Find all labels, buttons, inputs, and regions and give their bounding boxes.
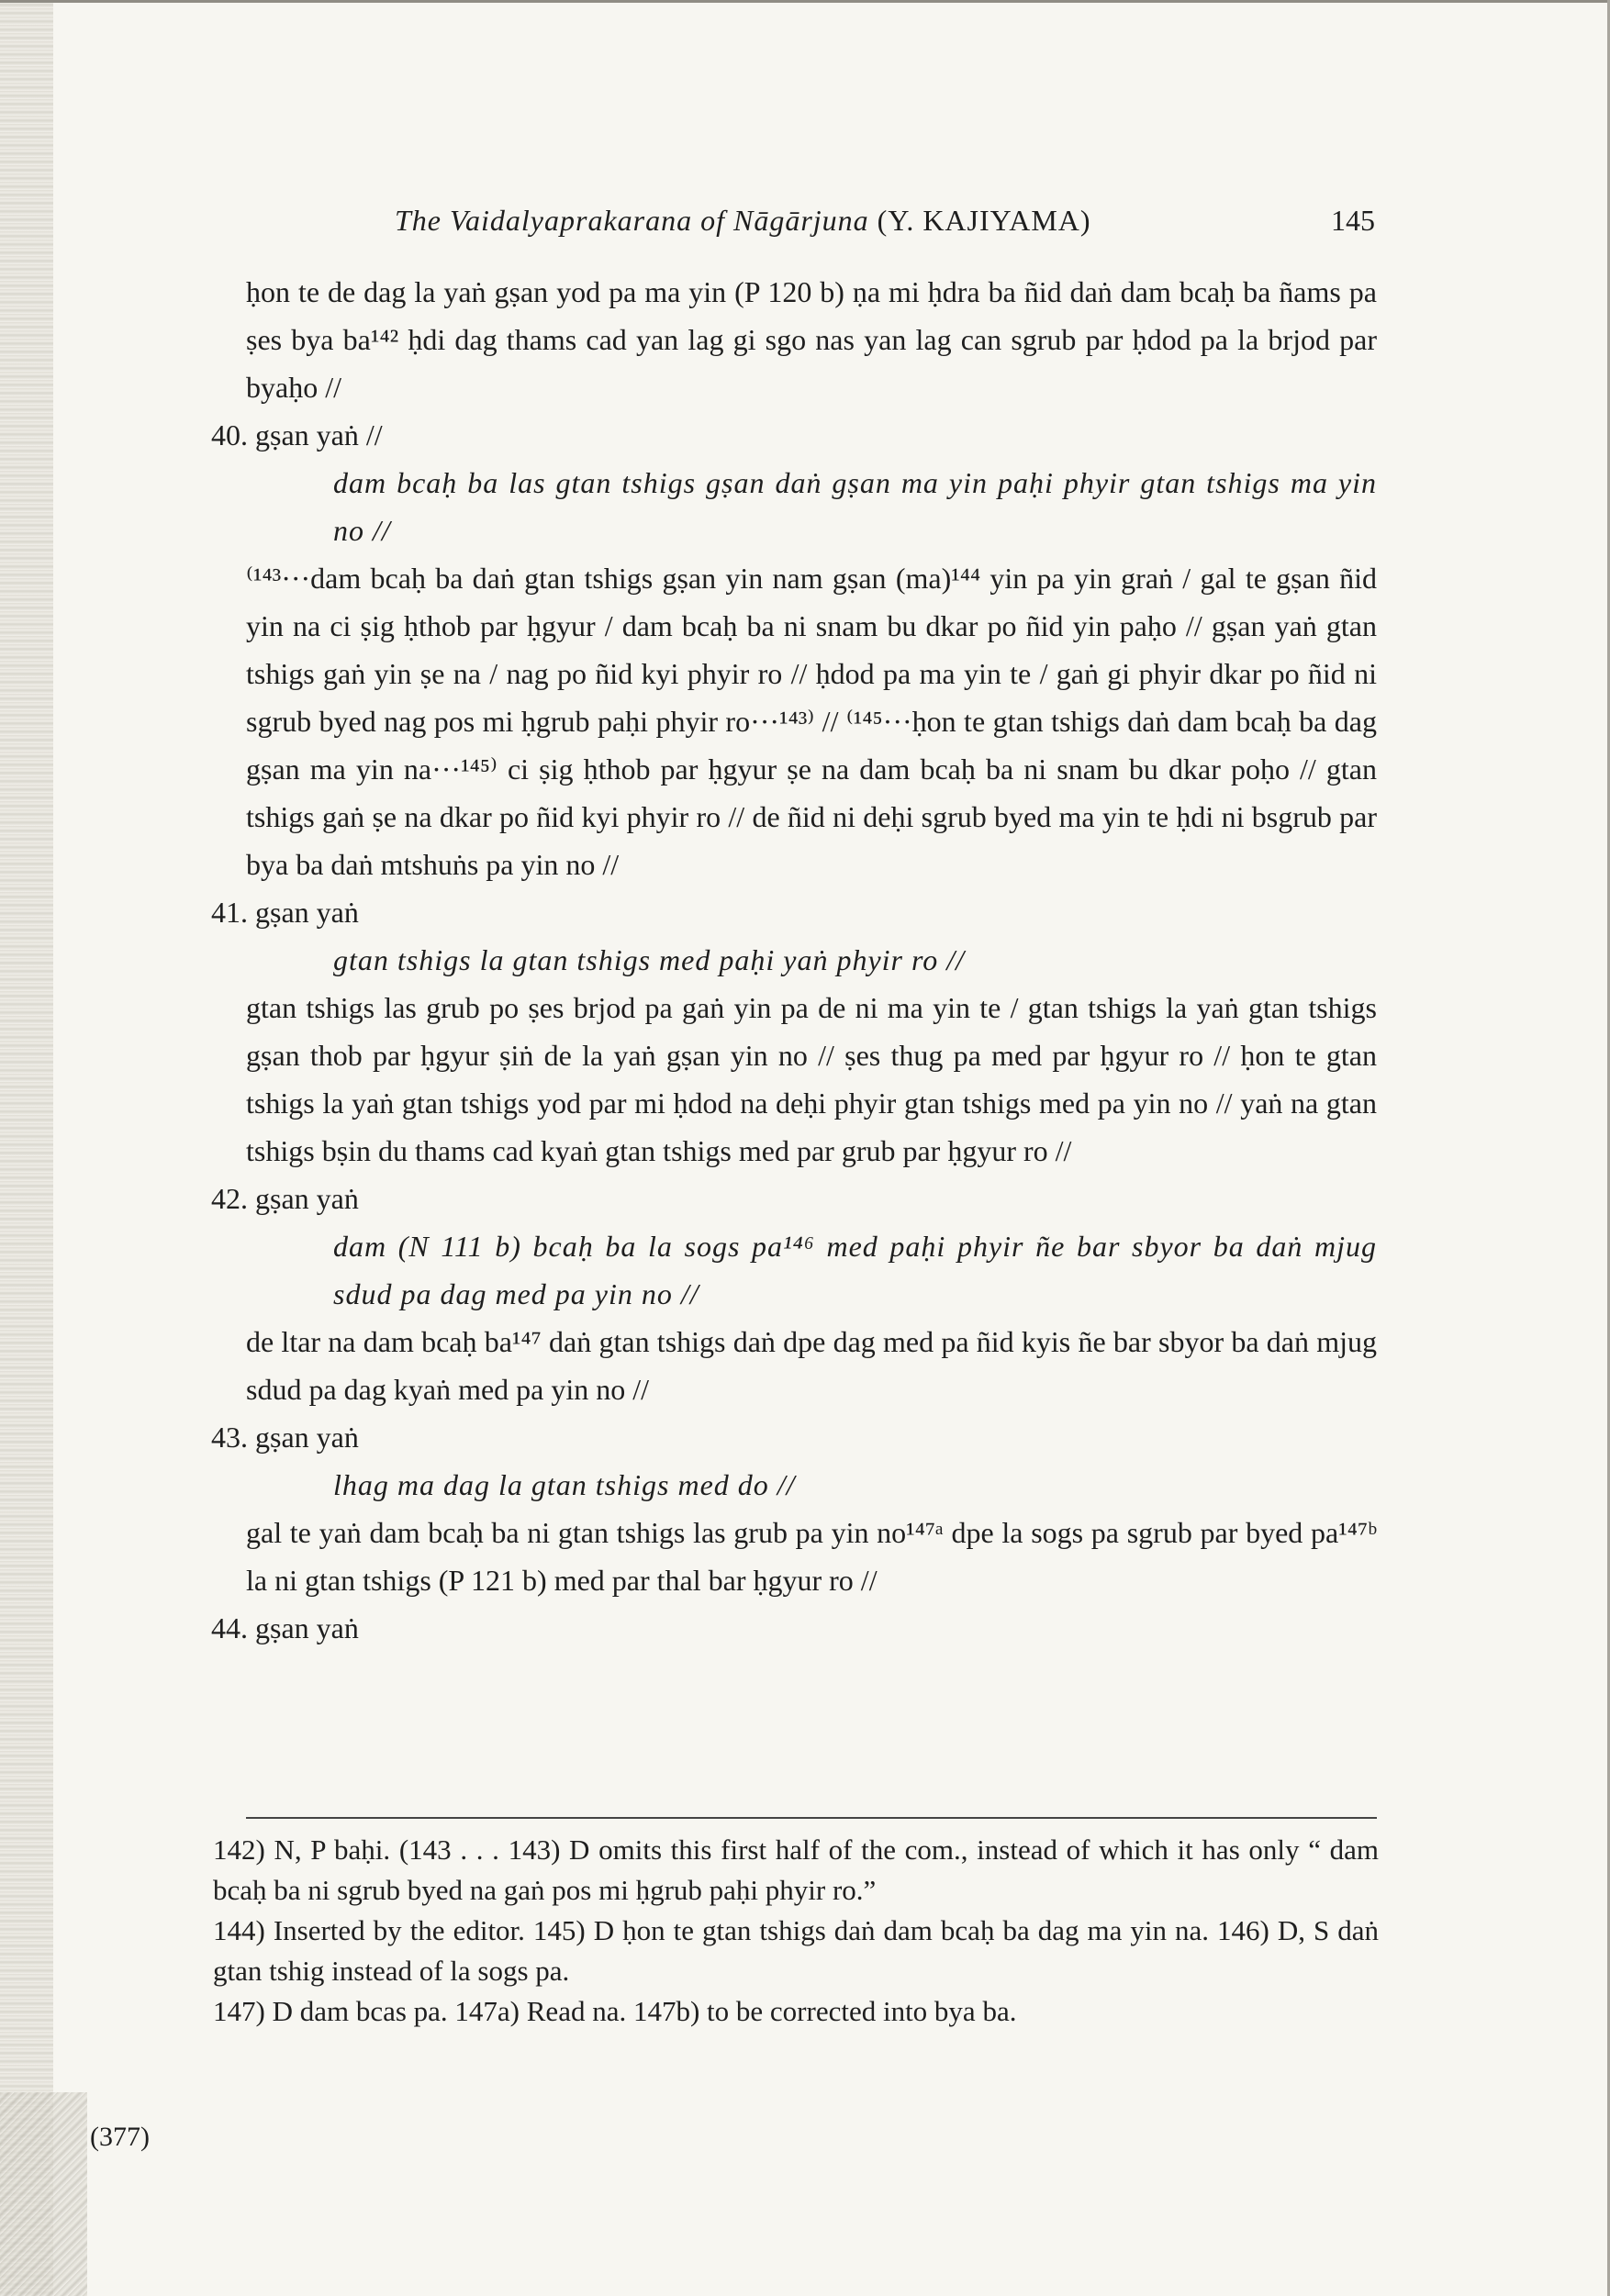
paragraph: gal te yaṅ dam bcaḥ ba ni gtan tshigs las grub pa yin no¹⁴⁷ᵃ dpe la sogs pa sgrub par byed pa¹⁴⁷ᵇ la ni gtan tshigs (P 121 b) med par thal bar ḥgyur ro //	[246, 1516, 1377, 1597]
running-head-title: The Vaidalyaprakarana of Nāgārjuna	[395, 204, 869, 237]
paragraph: gtan tshigs las grub po ṣes brjod pa gaṅ yin pa de ni ma yin te / gtan tshigs la yaṅ gtan tshigs gṣan thob par ḥgyur ṣiṅ de la yaṅ gṣan yin no // ṣes thug pa med par ḥgyur ro // ḥon te gtan tshigs la yaṅ gtan tshigs yod par mi ḥdod na deḥi phyir gtan tshigs med pa yin no // yaṅ na gtan tshigs bṣin du thams cad kyaṅ gtan tshigs med par grub par ḥgyur ro //	[246, 991, 1377, 1167]
footnotes	[213, 1830, 1379, 2032]
verse-text: dam (N 111 b) bcaḥ ba la sogs pa¹⁴⁶ med paḥi phyir ñe bar sbyor ba daṅ mjug sdud pa dag med pa yin no //	[333, 1230, 1377, 1310]
footnote-separator	[246, 1817, 1377, 1819]
footnote: 142) N, P baḥi. (143 . . . 143) D omits this first half of the com., instead of which it has only “ dam bcaḥ ba ni sgrub byed na gaṅ pos mi ḥgrub paḥi phyir ro.”	[213, 1833, 1379, 1906]
scan-shadow-bottom	[0, 2092, 87, 2296]
footer-page-number: (377)	[90, 2122, 150, 2152]
paragraph: ⁽¹⁴³···dam bcaḥ ba daṅ gtan tshigs gṣan yin nam gṣan (ma)¹⁴⁴ yin pa yin graṅ / gal te gṣan ñid yin na ci ṣig ḥthob par ḥgyur / dam bcaḥ ba ni snam bu dkar po ñid yin paḥo // gṣan yaṅ gtan tshigs gaṅ yin ṣe na / nag po ñid kyi phyir ro // ḥdod pa ma yin te / gaṅ gi phyir dkar po ñid ni sgrub byed nag pos mi ḥgrub paḥi phyir ro···¹⁴³⁾ // ⁽¹⁴⁵···ḥon te gtan tshigs daṅ dam bcaḥ ba dag gṣan ma yin na···¹⁴⁵⁾ ci ṣig ḥthob par ḥgyur ṣe na dam bcaḥ ba ni snam bu dkar poḥo // gtan tshigs gaṅ ṣe na dkar po ñid kyi phyir ro // de ñid ni deḥi sgrub byed ma yin te ḥdi ni bsgrub par bya ba daṅ mtshuṅs pa yin no //	[246, 562, 1377, 881]
verse-number: 43. gṣan yaṅ	[211, 1421, 359, 1454]
verse-number: 40. gṣan yaṅ //	[211, 418, 383, 451]
footnote: 147) D dam bcas pa. 147a) Read na. 147b) to be corrected into bya ba.	[213, 1995, 1017, 2027]
verse-text: gtan tshigs la gtan tshigs med paḥi yaṅ phyir ro //	[333, 943, 966, 976]
footnote: 144) Inserted by the editor. 145) D ḥon te gtan tshigs daṅ dam bcaḥ ba dag ma yin na. 146) D, S daṅ gtan tshig instead of la sogs pa.	[213, 1914, 1379, 1987]
body-text	[211, 268, 1377, 1652]
paragraph: de ltar na dam bcaḥ ba¹⁴⁷ daṅ gtan tshigs daṅ dpe dag med pa ñid kyis ñe bar sbyor ba daṅ mjug sdud pa dag kyaṅ med pa yin no //	[246, 1325, 1377, 1406]
verse-text: dam bcaḥ ba las gtan tshigs gṣan daṅ gṣan ma yin paḥi phyir gtan tshigs ma yin no //	[333, 466, 1377, 547]
verse-number: 42. gṣan yaṅ	[211, 1182, 359, 1215]
paragraph: ḥon te de dag la yaṅ gṣan yod pa ma yin (P 120 b) ṇa mi ḥdra ba ñid daṅ dam bcaḥ ba ñams pa ṣes bya ba¹⁴² ḥdi dag thams cad yan lag gi sgo nas yan lag can sgrub par ḥdod pa la brjod par byaḥo //	[246, 275, 1377, 404]
page-number: 145	[1331, 204, 1375, 237]
running-head-author: (Y. KAJIYAMA)	[877, 204, 1091, 237]
verse-number: 41. gṣan yaṅ	[211, 896, 359, 929]
verse-text: lhag ma dag la gtan tshigs med do //	[333, 1468, 796, 1501]
scan-edge-top	[0, 0, 1610, 3]
running-head	[395, 204, 1091, 238]
scan-shadow-left	[0, 0, 53, 2296]
verse-number: 44. gṣan yaṅ	[211, 1611, 359, 1644]
